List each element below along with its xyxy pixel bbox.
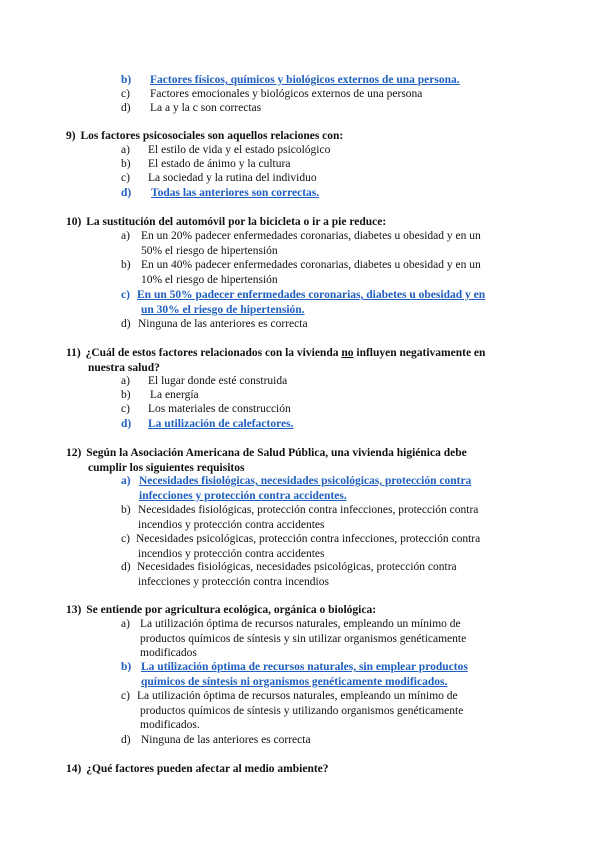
option-letter: a) [121,230,130,242]
q13-option-b-correct[interactable] [121,660,468,689]
option-text-line1: Necesidades fisiológicas, necesidades psicológicas, protección contra [139,475,472,487]
option-text: Todas las anteriores son correctas. [151,187,320,199]
option-text: Factores físicos, químicos y biológicos externos de una persona. [150,74,460,86]
option-text-line1: Necesidades fisiológicas, necesidades psicológicas, protección contra [137,561,457,573]
q13-option-a[interactable] [121,617,466,661]
option-text-line2: infecciones y protección contra incendios [138,575,329,588]
q11-option-a[interactable] [121,374,287,389]
q10-option-a[interactable] [121,229,481,258]
option-letter: b) [121,504,131,516]
question-text: Se entiende por agricultura ecológica, orgánica o biológica: [86,604,377,616]
question-12 [66,446,536,475]
option-letter: a) [121,375,130,387]
option-text: La energía [150,389,199,401]
option-text: El estilo de vida y el estado psicológico [148,144,331,156]
option-text-line2: 50% el riesgo de hipertensión [141,244,278,257]
option-text: El lugar donde esté construida [148,375,288,387]
option-text-line2: un 30% el riesgo de hipertensión. [141,303,305,316]
option-letter: b) [121,259,131,271]
option-letter: b) [121,74,132,86]
q11-option-c[interactable] [121,402,291,417]
option-letter: c) [121,690,130,702]
option-text: Factores emocionales y biológicos externos de una persona [150,88,423,100]
option-text-line2: químicos de síntesis ni organismos genéticamente modificados. [141,675,448,688]
option-text-line1: En un 40% padecer enfermedades coronarias, diabetes u obesidad y en un [141,259,481,271]
option-text-line2: productos químicos de síntesis y utilizando organismos genéticamente [140,704,464,717]
q12-option-c[interactable] [121,532,480,561]
question-13 [66,603,536,618]
question-10 [66,215,536,230]
q8-option-b-correct[interactable] [121,73,460,88]
question-text: La sustitución del automóvil por la bicicleta o ir a pie reduce: [86,216,387,228]
option-text-line2: incendios y protección contra accidentes [138,518,325,531]
option-text: La sociedad y la rutina del individuo [148,172,317,184]
question-number: 12) [66,447,82,459]
option-text-line2: 10% el riesgo de hipertensión [141,273,278,286]
question-text: Los factores psicosociales son aquellos relaciones con: [80,130,344,142]
option-text-line3: modificados. [140,719,200,731]
option-text-line1: La utilización óptima de recursos naturales, sin emplear productos [141,661,468,673]
q10-option-b[interactable] [121,258,481,287]
option-letter: c) [121,289,130,301]
option-text-line1: La utilización óptima de recursos naturales, empleando un mínimo de [137,690,458,702]
question-number: 10) [66,216,82,228]
question-text-pre: ¿Cuál de estos factores relacionados con la vivienda [85,347,342,359]
option-text-line1: La utilización óptima de recursos naturales, empleando un mínimo de [140,618,461,630]
question-text-no: no [341,347,354,359]
option-text: El estado de ánimo y la cultura [148,158,291,170]
option-letter: a) [121,475,131,487]
option-text-line1: En un 20% padecer enfermedades coronarias, diabetes u obesidad y en un [141,230,481,242]
q9-option-c[interactable] [121,171,317,186]
question-11 [66,346,536,375]
question-text-line2: cumplir los siguientes requisitos [88,461,245,474]
question-number: 9) [66,130,76,142]
option-letter: a) [121,618,130,630]
question-text: ¿Qué factores pueden afectar al medio ambiente? [86,763,329,775]
option-letter: d) [121,734,131,746]
q13-option-c[interactable] [121,689,463,733]
question-text-line2: nuestra salud? [88,361,160,374]
option-letter: d) [121,187,132,199]
option-text: Ninguna de las anteriores es correcta [138,318,308,330]
question-14 [66,762,536,777]
q9-option-a[interactable] [121,143,330,158]
option-text-line1: Necesidades fisiológicas, protección contra infecciones, protección contra [138,504,479,516]
option-text-line2: infecciones y protección contra accidentes. [139,489,347,502]
question-9 [66,129,536,144]
q9-option-d-correct[interactable] [121,186,319,201]
question-text-line1: Según la Asociación Americana de Salud Pública, una vivienda higiénica debe [86,447,467,459]
option-letter: b) [121,158,131,170]
q8-option-d[interactable] [121,101,261,116]
q12-option-b[interactable] [121,503,478,532]
q10-option-d[interactable] [121,317,308,332]
option-text: La a y la c son correctas [150,102,262,114]
option-letter: c) [121,403,130,415]
option-text: La utilización de calefactores. [148,418,294,430]
option-letter: d) [121,418,132,430]
option-letter: c) [121,88,130,100]
option-letter: a) [121,144,130,156]
option-letter: d) [121,102,131,114]
q9-option-b[interactable] [121,157,290,172]
option-text-line1: Necesidades psicológicas, protección contra infecciones, protección contra [136,533,481,545]
q11-option-d-correct[interactable] [121,417,293,432]
q12-option-a-correct[interactable] [121,474,471,503]
option-text: Ninguna de las anteriores es correcta [141,734,311,746]
option-letter: c) [121,172,130,184]
option-letter: d) [121,561,131,573]
q12-option-d[interactable] [121,560,457,589]
option-text-line2: productos químicos de síntesis y sin utilizar organismos genéticamente [140,632,467,645]
option-letter: c) [121,533,130,545]
option-letter: b) [121,389,131,401]
q8-option-c[interactable] [121,87,422,102]
q13-option-d[interactable] [121,733,311,748]
question-number: 13) [66,604,82,616]
question-number: 14) [66,763,82,775]
q11-option-b[interactable] [121,388,199,403]
option-text-line3: modificados [140,647,197,659]
q10-option-c-correct[interactable] [121,288,485,317]
option-letter: d) [121,318,131,330]
option-text-line2: incendios y protección contra accidentes [138,547,325,560]
question-number: 11) [66,347,81,359]
option-letter: b) [121,661,132,673]
option-text: Los materiales de construcción [148,403,291,415]
option-text-line1: En un 50% padecer enfermedades coronarias, diabetes u obesidad y en [137,289,486,301]
question-text-post: influyen negativamente en [353,347,486,359]
